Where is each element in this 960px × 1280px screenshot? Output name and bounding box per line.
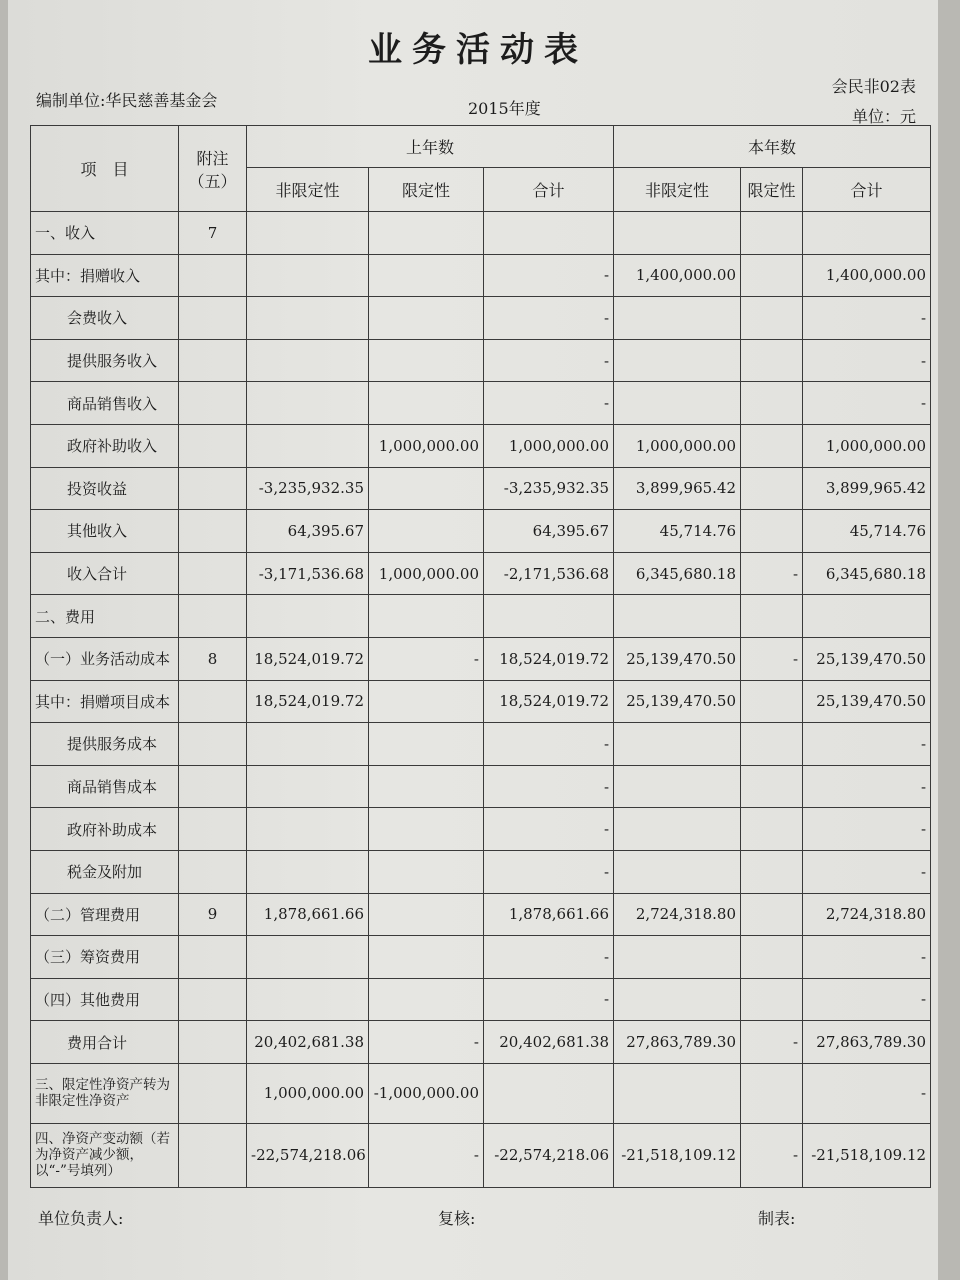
prior-total-cell	[484, 1063, 614, 1123]
prior-total-cell	[484, 212, 614, 255]
item-cell: 会费收入	[31, 297, 179, 340]
item-cell: 收入合计	[31, 552, 179, 595]
prior-total-cell: -	[484, 297, 614, 340]
current-total-cell: -	[803, 978, 931, 1021]
table-row	[31, 978, 931, 1021]
item-cell: （一）业务活动成本	[31, 637, 179, 680]
note-cell	[179, 382, 247, 425]
table-row	[31, 723, 931, 766]
table-row	[31, 1123, 931, 1187]
current-unrestricted-cell: 25,139,470.50	[614, 637, 741, 680]
current-restricted-cell	[741, 254, 803, 297]
table-row	[31, 808, 931, 851]
note-cell	[179, 978, 247, 1021]
prior-restricted-cell: -1,000,000.00	[369, 1063, 484, 1123]
table-row	[31, 637, 931, 680]
current-restricted-cell	[741, 424, 803, 467]
table-row	[31, 893, 931, 936]
current-unrestricted-cell	[614, 808, 741, 851]
current-restricted-cell	[741, 765, 803, 808]
current-total-cell: -21,518,109.12	[803, 1123, 931, 1187]
current-restricted-cell	[741, 467, 803, 510]
prior-total-cell	[484, 595, 614, 638]
header-prior-total: 合计	[484, 168, 614, 212]
current-unrestricted-cell	[614, 978, 741, 1021]
note-cell	[179, 510, 247, 553]
header-current-unrestricted: 非限定性	[614, 168, 741, 212]
prior-unrestricted-cell	[247, 595, 369, 638]
current-restricted-cell: -	[741, 552, 803, 595]
prior-restricted-cell: -	[369, 637, 484, 680]
item-cell: 其中：捐赠项目成本	[31, 680, 179, 723]
prior-unrestricted-cell	[247, 254, 369, 297]
current-restricted-cell	[741, 680, 803, 723]
prior-unrestricted-cell	[247, 808, 369, 851]
prior-restricted-cell	[369, 893, 484, 936]
current-restricted-cell	[741, 510, 803, 553]
item-cell: 政府补助收入	[31, 424, 179, 467]
current-total-cell	[803, 212, 931, 255]
note-cell	[179, 850, 247, 893]
current-unrestricted-cell	[614, 723, 741, 766]
note-cell	[179, 595, 247, 638]
table-row	[31, 467, 931, 510]
table-row	[31, 212, 931, 255]
table-row	[31, 510, 931, 553]
form-code: 会民非02表	[831, 77, 916, 96]
header-item: 项 目	[31, 126, 179, 212]
prior-unrestricted-cell: 64,395.67	[247, 510, 369, 553]
note-cell	[179, 1021, 247, 1064]
item-cell: 商品销售成本	[31, 765, 179, 808]
current-total-cell: 25,139,470.50	[803, 680, 931, 723]
current-total-cell: -	[803, 1063, 931, 1123]
current-unrestricted-cell: 25,139,470.50	[614, 680, 741, 723]
note-cell	[179, 680, 247, 723]
prior-unrestricted-cell	[247, 850, 369, 893]
item-cell: （二）管理费用	[31, 893, 179, 936]
current-total-cell: -	[803, 339, 931, 382]
current-unrestricted-cell	[614, 765, 741, 808]
item-cell: 其他收入	[31, 510, 179, 553]
current-unrestricted-cell	[614, 339, 741, 382]
prior-unrestricted-cell: 1,000,000.00	[247, 1063, 369, 1123]
current-restricted-cell	[741, 1063, 803, 1123]
prior-total-cell: -22,574,218.06	[484, 1123, 614, 1187]
item-cell: 其中：捐赠收入	[31, 254, 179, 297]
prior-restricted-cell: 1,000,000.00	[369, 424, 484, 467]
item-cell: 提供服务成本	[31, 723, 179, 766]
current-total-cell: -	[803, 297, 931, 340]
current-restricted-cell: -	[741, 1021, 803, 1064]
table-row	[31, 254, 931, 297]
prior-restricted-cell: -	[369, 1021, 484, 1064]
header-prior-year: 上年数	[247, 126, 614, 168]
table-row	[31, 339, 931, 382]
prior-total-cell: 18,524,019.72	[484, 680, 614, 723]
table-row	[31, 424, 931, 467]
prior-total-cell: -	[484, 254, 614, 297]
current-restricted-cell	[741, 936, 803, 979]
current-restricted-cell	[741, 595, 803, 638]
prior-restricted-cell	[369, 510, 484, 553]
item-cell: 一、收入	[31, 212, 179, 255]
note-cell	[179, 339, 247, 382]
prior-unrestricted-cell	[247, 978, 369, 1021]
prior-restricted-cell	[369, 595, 484, 638]
current-unrestricted-cell	[614, 936, 741, 979]
prior-total-cell: 18,524,019.72	[484, 637, 614, 680]
current-total-cell: 25,139,470.50	[803, 637, 931, 680]
prior-restricted-cell: 1,000,000.00	[369, 552, 484, 595]
item-cell: （三）筹资费用	[31, 936, 179, 979]
prior-restricted-cell	[369, 808, 484, 851]
prior-unrestricted-cell: 1,878,661.66	[247, 893, 369, 936]
prior-restricted-cell	[369, 297, 484, 340]
prior-unrestricted-cell	[247, 936, 369, 979]
note-cell	[179, 808, 247, 851]
note-cell	[179, 936, 247, 979]
prior-total-cell: -	[484, 765, 614, 808]
prior-unrestricted-cell	[247, 297, 369, 340]
item-cell: 税金及附加	[31, 850, 179, 893]
prior-unrestricted-cell	[247, 765, 369, 808]
prior-unrestricted-cell: 18,524,019.72	[247, 637, 369, 680]
item-cell: 投资收益	[31, 467, 179, 510]
current-total-cell: -	[803, 723, 931, 766]
prior-restricted-cell	[369, 850, 484, 893]
prior-total-cell: 1,000,000.00	[484, 424, 614, 467]
table-row	[31, 1021, 931, 1064]
prior-unrestricted-cell	[247, 382, 369, 425]
prior-restricted-cell	[369, 765, 484, 808]
table-row	[31, 595, 931, 638]
prior-total-cell: -	[484, 850, 614, 893]
note-cell	[179, 1123, 247, 1187]
prior-total-cell: 1,878,661.66	[484, 893, 614, 936]
prior-total-cell: -	[484, 723, 614, 766]
note-cell: 7	[179, 212, 247, 255]
currency-unit: 单位：元	[851, 107, 916, 126]
current-restricted-cell	[741, 808, 803, 851]
note-cell	[179, 1063, 247, 1123]
prior-total-cell: -2,171,536.68	[484, 552, 614, 595]
current-total-cell: -	[803, 850, 931, 893]
current-unrestricted-cell	[614, 595, 741, 638]
prior-total-cell: 64,395.67	[484, 510, 614, 553]
table-row	[31, 552, 931, 595]
item-cell: 提供服务收入	[31, 339, 179, 382]
current-total-cell: -	[803, 382, 931, 425]
current-total-cell: -	[803, 936, 931, 979]
header-note: 附注（五）	[179, 126, 247, 212]
prior-restricted-cell	[369, 680, 484, 723]
prior-total-cell: -	[484, 382, 614, 425]
current-total-cell: 6,345,680.18	[803, 552, 931, 595]
current-restricted-cell	[741, 212, 803, 255]
note-cell	[179, 254, 247, 297]
current-total-cell	[803, 595, 931, 638]
item-cell: 三、限定性净资产转为非限定性净资产	[31, 1063, 179, 1123]
current-restricted-cell	[741, 297, 803, 340]
current-unrestricted-cell: 2,724,318.80	[614, 893, 741, 936]
current-total-cell: 27,863,789.30	[803, 1021, 931, 1064]
prior-total-cell: -	[484, 936, 614, 979]
item-cell: （四）其他费用	[31, 978, 179, 1021]
current-unrestricted-cell: 1,400,000.00	[614, 254, 741, 297]
prior-total-cell: -3,235,932.35	[484, 467, 614, 510]
table-row	[31, 382, 931, 425]
current-restricted-cell	[741, 978, 803, 1021]
note-cell: 8	[179, 637, 247, 680]
current-restricted-cell: -	[741, 1123, 803, 1187]
current-unrestricted-cell: 45,714.76	[614, 510, 741, 553]
current-restricted-cell	[741, 723, 803, 766]
current-total-cell: 1,000,000.00	[803, 424, 931, 467]
current-unrestricted-cell	[614, 382, 741, 425]
item-cell: 二、费用	[31, 595, 179, 638]
current-total-cell: -	[803, 765, 931, 808]
note-cell	[179, 424, 247, 467]
current-unrestricted-cell: 3,899,965.42	[614, 467, 741, 510]
prior-restricted-cell	[369, 467, 484, 510]
current-restricted-cell	[741, 382, 803, 425]
prior-restricted-cell	[369, 723, 484, 766]
table-row	[31, 850, 931, 893]
prior-restricted-cell	[369, 382, 484, 425]
header-current-restricted: 限定性	[741, 168, 803, 212]
current-unrestricted-cell	[614, 297, 741, 340]
table-row	[31, 936, 931, 979]
page-title: 业务活动表	[368, 30, 588, 70]
prior-unrestricted-cell: -3,171,536.68	[247, 552, 369, 595]
prior-unrestricted-cell	[247, 723, 369, 766]
current-unrestricted-cell	[614, 212, 741, 255]
signature-review: 复核:	[438, 1209, 476, 1228]
current-unrestricted-cell	[614, 1063, 741, 1123]
signature-prepared: 制表:	[758, 1209, 796, 1228]
prior-total-cell: 20,402,681.38	[484, 1021, 614, 1064]
prior-unrestricted-cell	[247, 424, 369, 467]
current-unrestricted-cell: -21,518,109.12	[614, 1123, 741, 1187]
signature-head: 单位负责人:	[38, 1209, 124, 1228]
document-page	[8, 0, 938, 1280]
note-cell	[179, 297, 247, 340]
prior-total-cell: -	[484, 339, 614, 382]
table-body	[31, 212, 931, 1188]
current-unrestricted-cell: 6,345,680.18	[614, 552, 741, 595]
prior-unrestricted-cell: -22,574,218.06	[247, 1123, 369, 1187]
current-restricted-cell	[741, 893, 803, 936]
prior-restricted-cell: -	[369, 1123, 484, 1187]
prior-restricted-cell	[369, 339, 484, 382]
current-unrestricted-cell	[614, 850, 741, 893]
prior-unrestricted-cell: -3,235,932.35	[247, 467, 369, 510]
prior-restricted-cell	[369, 212, 484, 255]
item-cell: 商品销售收入	[31, 382, 179, 425]
table-row	[31, 680, 931, 723]
prior-unrestricted-cell	[247, 212, 369, 255]
report-year: 2015年度	[468, 99, 541, 118]
header-current-total: 合计	[803, 168, 931, 212]
current-restricted-cell: -	[741, 637, 803, 680]
current-restricted-cell	[741, 339, 803, 382]
header-prior-restricted: 限定性	[369, 168, 484, 212]
current-total-cell: -	[803, 808, 931, 851]
current-restricted-cell	[741, 850, 803, 893]
note-cell: 9	[179, 893, 247, 936]
prior-unrestricted-cell	[247, 339, 369, 382]
table-row	[31, 1063, 931, 1123]
note-cell	[179, 552, 247, 595]
prior-restricted-cell	[369, 978, 484, 1021]
prior-unrestricted-cell: 20,402,681.38	[247, 1021, 369, 1064]
prior-total-cell: -	[484, 978, 614, 1021]
prior-total-cell: -	[484, 808, 614, 851]
activity-table	[30, 125, 931, 1188]
current-unrestricted-cell: 1,000,000.00	[614, 424, 741, 467]
note-cell	[179, 723, 247, 766]
note-cell	[179, 467, 247, 510]
current-unrestricted-cell: 27,863,789.30	[614, 1021, 741, 1064]
item-cell: 四、净资产变动额（若为净资产减少额，以“-”号填列）	[31, 1123, 179, 1187]
table-row	[31, 765, 931, 808]
prior-unrestricted-cell: 18,524,019.72	[247, 680, 369, 723]
prior-restricted-cell	[369, 936, 484, 979]
header-prior-unrestricted: 非限定性	[247, 168, 369, 212]
header-current-year: 本年数	[614, 126, 931, 168]
current-total-cell: 3,899,965.42	[803, 467, 931, 510]
item-cell: 政府补助成本	[31, 808, 179, 851]
note-cell	[179, 765, 247, 808]
current-total-cell: 2,724,318.80	[803, 893, 931, 936]
organization: 编制单位:华民慈善基金会	[36, 91, 218, 110]
current-total-cell: 1,400,000.00	[803, 254, 931, 297]
prior-restricted-cell	[369, 254, 484, 297]
current-total-cell: 45,714.76	[803, 510, 931, 553]
item-cell: 费用合计	[31, 1021, 179, 1064]
table-row	[31, 297, 931, 340]
